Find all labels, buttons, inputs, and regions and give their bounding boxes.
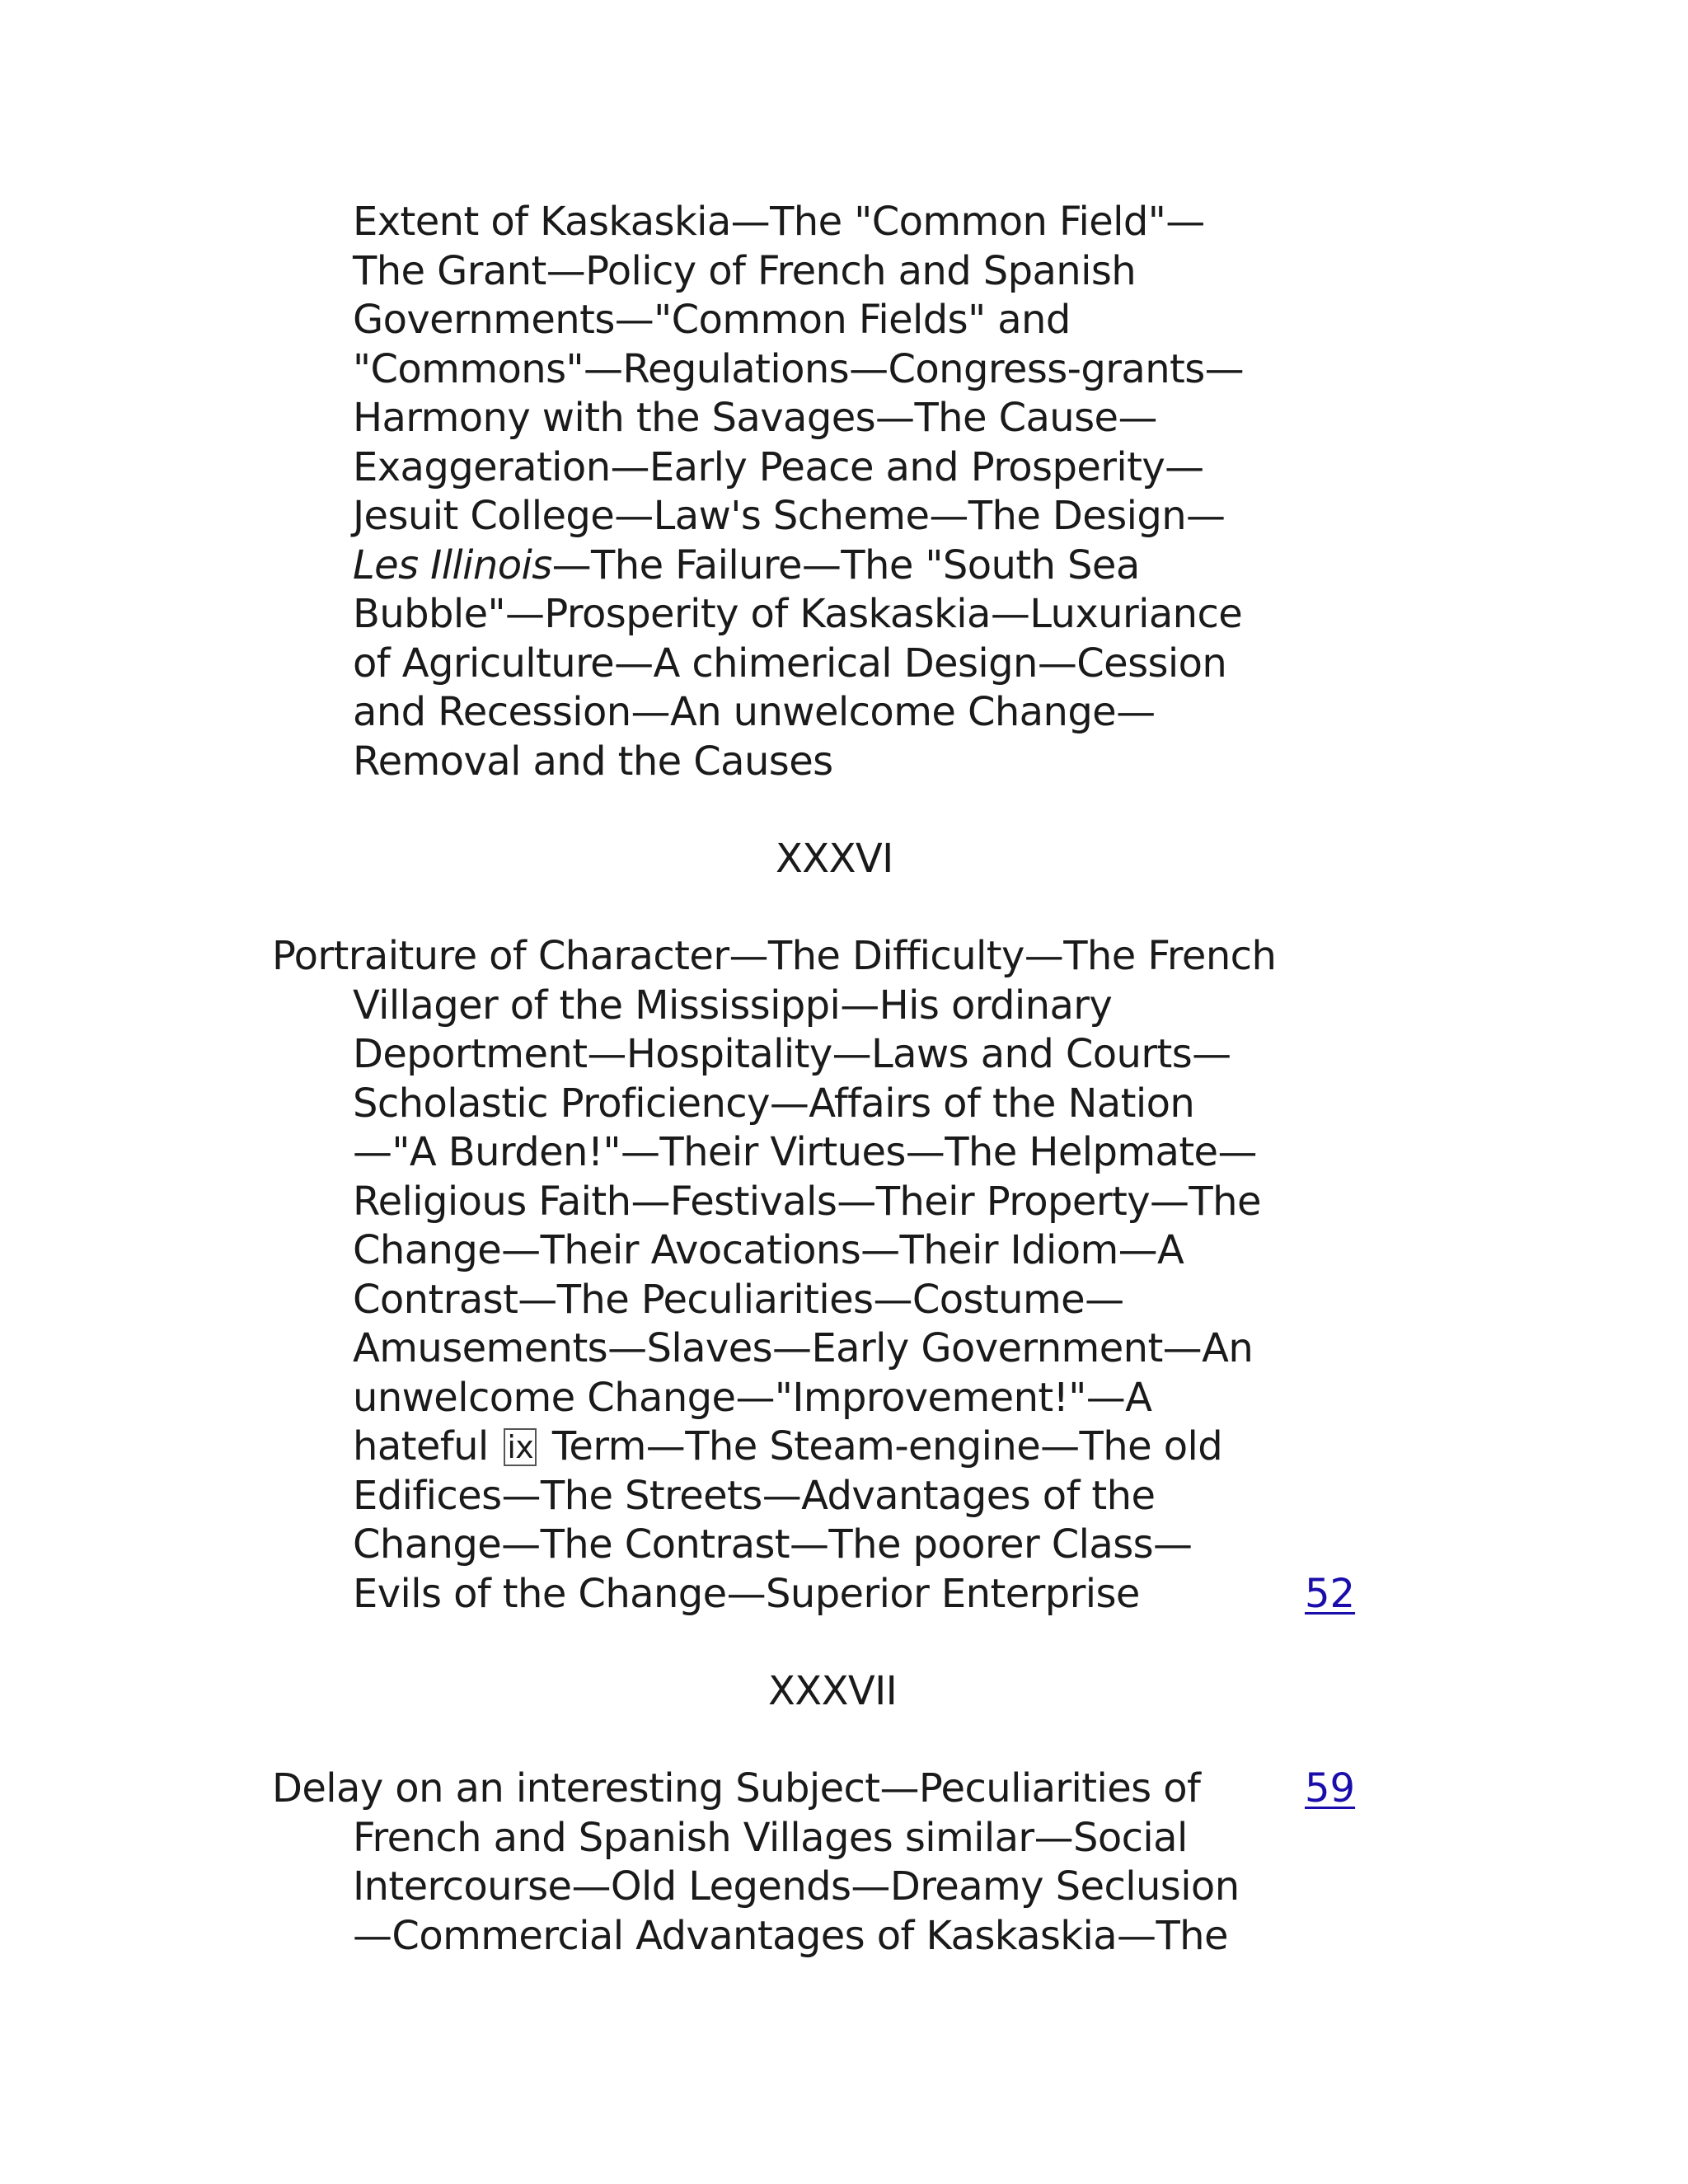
toc-line: Deportment—Hospitality—Laws and Courts— bbox=[353, 1031, 1231, 1077]
toc-line: Governments—"Common Fields" and bbox=[353, 297, 1071, 343]
page-link-59[interactable]: 59 bbox=[1305, 1765, 1356, 1811]
page-link-52[interactable]: 52 bbox=[1305, 1571, 1356, 1617]
chapter-numeral: XXXVI bbox=[776, 836, 893, 882]
toc-line: Harmony with the Savages—The Cause— bbox=[353, 395, 1157, 441]
toc-line-text: Term—The Steam-engine—The old bbox=[551, 1423, 1223, 1469]
page-number-marker: ix bbox=[504, 1428, 537, 1466]
toc-line: Bubble"—Prosperity of Kaskaskia—Luxuriance bbox=[353, 591, 1243, 637]
toc-line: Scholastic Proficiency—Affairs of the Nation bbox=[353, 1080, 1195, 1127]
toc-line: "Commons"—Regulations—Congress-grants— bbox=[353, 346, 1245, 392]
toc-line: The Grant—Policy of French and Spanish bbox=[353, 248, 1137, 294]
toc-line: Extent of Kaskaskia—The "Common Field"— bbox=[353, 199, 1205, 245]
toc-line-text: hateful bbox=[353, 1423, 489, 1469]
toc-line: unwelcome Change—"Improvement!"—A bbox=[353, 1375, 1152, 1421]
toc-line: and Recession—An unwelcome Change— bbox=[353, 689, 1156, 735]
toc-line: Exaggeration—Early Peace and Prosperity— bbox=[353, 444, 1204, 490]
toc-line: Intercourse—Old Legends—Dreamy Seclusion bbox=[353, 1863, 1240, 1910]
toc-line: Villager of the Mississippi—His ordinary bbox=[353, 982, 1113, 1029]
toc-line: Evils of the Change—Superior Enterprise bbox=[353, 1571, 1140, 1617]
toc-line: Religious Faith—Festivals—Their Property—The bbox=[353, 1179, 1261, 1225]
toc-line: Change—The Contrast—The poorer Class— bbox=[353, 1521, 1193, 1568]
toc-line: —"A Burden!"—Their Virtues—The Helpmate— bbox=[353, 1129, 1257, 1175]
toc-line: Amusements—Slaves—Early Government—An bbox=[353, 1325, 1254, 1371]
italic-title: Les Illinois bbox=[353, 542, 552, 588]
toc-line bbox=[353, 541, 1140, 590]
toc-line: Portraiture of Character—The Difficulty—The French bbox=[272, 933, 1277, 979]
chapter-numeral: XXXVII bbox=[768, 1668, 898, 1714]
toc-line: Change—Their Avocations—Their Idiom—A bbox=[353, 1227, 1184, 1273]
toc-line-text: —The Failure—The "South Sea bbox=[551, 542, 1140, 588]
toc-line: Removal and the Causes bbox=[353, 738, 833, 785]
toc-line: Edifices—The Streets—Advantages of the bbox=[353, 1473, 1156, 1519]
toc-line: Jesuit College—Law's Scheme—The Design— bbox=[353, 493, 1226, 539]
toc-line: of Agriculture—A chimerical Design—Cession bbox=[353, 640, 1227, 687]
toc-line: Delay on an interesting Subject—Peculiarities of bbox=[272, 1765, 1201, 1811]
toc-line: French and Spanish Villages similar—Social bbox=[353, 1815, 1188, 1861]
toc-line bbox=[353, 1422, 1222, 1471]
toc-line: Contrast—The Peculiarities—Costume— bbox=[353, 1277, 1124, 1323]
toc-line: —Commercial Advantages of Kaskaskia—The bbox=[353, 1913, 1228, 1959]
